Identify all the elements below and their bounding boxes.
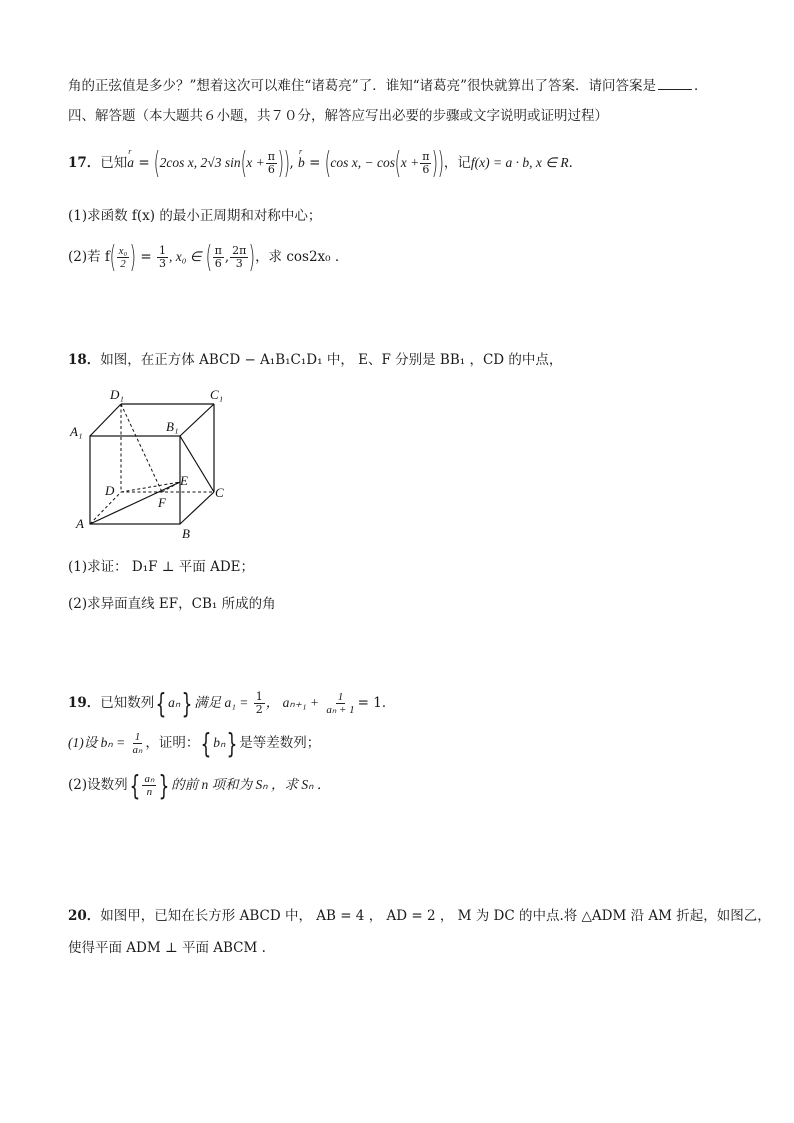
- b-components: cos x, − cos: [330, 155, 396, 170]
- label-A: A: [76, 516, 84, 531]
- q17-number: 17．: [68, 155, 101, 171]
- pi-over-6: [420, 151, 431, 176]
- frac-den: 3: [235, 257, 243, 270]
- q19-part2: [68, 768, 330, 802]
- q17-stem: 17．已知 r a = (2cos x, 2√3 sin(x + $\frac{\pi}{6}$ )), r b = (cos x, − cos(x + $\frac{\pi}{6}$ ))，记f(x) = a · b, x ∈ R．: [68, 146, 582, 180]
- label-F: F: [158, 495, 166, 510]
- q19-part2-lead: (2)设数列: [68, 777, 128, 793]
- frac-num: 2π: [232, 244, 247, 257]
- vector-b: [298, 146, 305, 180]
- label-C1: C₁: [210, 387, 224, 402]
- frac-num: 1: [158, 244, 166, 257]
- frac-den: aₙ: [132, 744, 143, 756]
- left-brace-icon: {: [155, 686, 167, 720]
- frac-den: 2: [255, 703, 263, 716]
- frac-den: n: [146, 786, 153, 798]
- vector-b-letter: b: [298, 155, 305, 170]
- section-heading: [68, 106, 608, 126]
- q17-tail: ，记: [443, 155, 471, 171]
- q17-part1: [68, 206, 321, 226]
- left-brace-icon: {: [200, 726, 212, 760]
- right-brace-icon: }: [158, 768, 170, 802]
- label-B: B: [182, 526, 190, 541]
- frac-num: 1: [134, 731, 141, 743]
- q18-part1-text: (1)求证： D₁F ⊥ 平面 ADE；: [68, 559, 255, 575]
- left-paren-icon: (: [153, 145, 161, 181]
- q17-part1-text: (1)求函数 f(x) 的最小正周期和对称中心；: [68, 208, 322, 224]
- q20-line1: [68, 906, 771, 926]
- frac-num: π: [267, 150, 276, 163]
- q20-text-2: 使得平面 ADM ⊥ 平面 ABCM .: [68, 940, 266, 956]
- vector-b-mark: r: [299, 147, 303, 156]
- right-paren-icon: ): [129, 239, 137, 275]
- left-paren-icon: (: [394, 145, 402, 181]
- frac-den: 3: [158, 257, 166, 270]
- a-arg: x +: [246, 155, 265, 170]
- frac-num: π: [422, 150, 430, 163]
- right-brace-icon: }: [226, 726, 238, 760]
- q18-part2: [68, 594, 276, 614]
- frac-den: 6: [422, 163, 430, 176]
- right-brace-icon: }: [181, 686, 193, 720]
- two-pi-over-3: [230, 245, 248, 270]
- left-paren-icon: (: [324, 145, 331, 181]
- a-components: 2cos x, 2√3 sin: [159, 155, 241, 170]
- q19-part1-tail: 是等差数列；: [239, 735, 321, 751]
- f-definition: f(x) = a · b, x ∈ R: [470, 155, 569, 170]
- pi-over-6: [266, 151, 277, 176]
- q18-text: 如图，在正方体 ABCD − A₁B₁C₁D₁ 中， E、F 分别是 BB₁ ，CD 的中点，: [100, 352, 563, 368]
- frac-num: 1: [255, 690, 263, 703]
- frac-den: 6: [267, 163, 275, 176]
- q20-number: 20．: [68, 908, 101, 924]
- frac-den: aₙ + 1: [326, 704, 355, 716]
- q20-text-1: 如图甲，已知在长方形 ABCD 中， AB = 4 ， AD = 2 ， M 为 DC 的中点.将 △ADM 沿 AM 折起，如图乙，: [100, 908, 771, 924]
- label-A1: A₁: [70, 424, 83, 439]
- frac-num: aₙ: [144, 773, 155, 785]
- label-E: E: [180, 473, 188, 488]
- q19-part1-mid: ，证明：: [145, 735, 200, 751]
- left-paren-icon: (: [109, 239, 117, 275]
- label-D1: D₁: [110, 387, 124, 402]
- right-paren-icon: ): [437, 145, 445, 181]
- vector-a-letter: a: [127, 155, 135, 170]
- an-over-n: [142, 773, 156, 798]
- q19-cond-end: = 1．: [357, 695, 396, 711]
- b-arg: x +: [400, 155, 420, 170]
- q17-part2: (2)若 f( $\frac{\text{x₀}}{2}$ ) = $\frac{1}{3}$ , x₀ ∈ ( $\frac{\pi}{6}$ , $\frac{2\pi}{3}$ )，求 cos2x₀ ．: [68, 239, 349, 275]
- frac-den: 2: [120, 258, 126, 270]
- x0-over-2: [117, 245, 130, 270]
- section-heading-text: 四、解答题（本大题共６小题，共７０分，解答应写出必要的步骤或文字说明或证明过程）: [68, 108, 608, 124]
- q17-part2-lead: (2)若 f: [68, 249, 110, 265]
- frac-num: x₀: [118, 245, 128, 257]
- q19-stem: [68, 686, 395, 720]
- left-paren-icon: (: [205, 239, 212, 275]
- one-half: [254, 691, 265, 716]
- cube-figure: [64, 384, 234, 549]
- q19-part1-lead: (1)设 bₙ =: [68, 735, 126, 750]
- one-third: [157, 245, 168, 270]
- pi-over-6: [213, 245, 224, 270]
- q19-cond1: 满足 a₁ =: [194, 695, 249, 710]
- q19-cond2: ， aₙ₊₁ +: [265, 695, 320, 710]
- q19-part2-tail: 的前 n 项和为 Sₙ ，求 Sₙ ．: [171, 777, 331, 792]
- left-brace-icon: {: [129, 768, 140, 802]
- right-paren-icon: ): [277, 145, 285, 181]
- frac-num: 1: [337, 691, 344, 703]
- an-term: aₙ: [168, 695, 181, 710]
- q19-part1: [68, 726, 320, 760]
- x0-in: , x₀ ∈: [168, 249, 202, 264]
- left-paren-icon: (: [240, 145, 247, 181]
- vector-a-mark: r: [128, 147, 132, 156]
- intro-line: [68, 76, 708, 96]
- q18-part2-text: (2)求异面直线 EF，CB₁ 所成的角: [68, 596, 276, 612]
- vector-a: [127, 146, 134, 180]
- label-D: D: [105, 483, 115, 498]
- intro-end: ．: [694, 78, 708, 94]
- reciprocal-frac: [324, 691, 356, 716]
- intro-text: 角的正弦值是多少？”想着这次可以难住“诸葛亮”了．谁知“诸葛亮”很快就算出了答案．请问答案是: [68, 78, 657, 94]
- q18-stem: [68, 350, 562, 370]
- bn-term: bₙ: [213, 735, 226, 750]
- right-paren-icon: ): [432, 145, 439, 181]
- q18-number: 18．: [68, 352, 101, 368]
- q20-line2: [68, 938, 266, 958]
- q18-part1: [68, 557, 254, 577]
- frac-den: 6: [214, 257, 222, 270]
- label-B1: B₁: [166, 419, 179, 434]
- q19-lead: 已知数列: [100, 695, 155, 711]
- q17-lead: 已知: [100, 155, 128, 171]
- answer-blank: [658, 77, 692, 90]
- q19-number: 19．: [68, 695, 101, 711]
- bn-frac: [131, 731, 145, 756]
- frac-num: π: [214, 244, 222, 257]
- right-paren-icon: ): [248, 239, 256, 275]
- label-C: C: [215, 485, 224, 500]
- right-paren-icon: ): [283, 145, 290, 181]
- q17-part2-tail: ，求 cos2x₀ ．: [255, 249, 349, 265]
